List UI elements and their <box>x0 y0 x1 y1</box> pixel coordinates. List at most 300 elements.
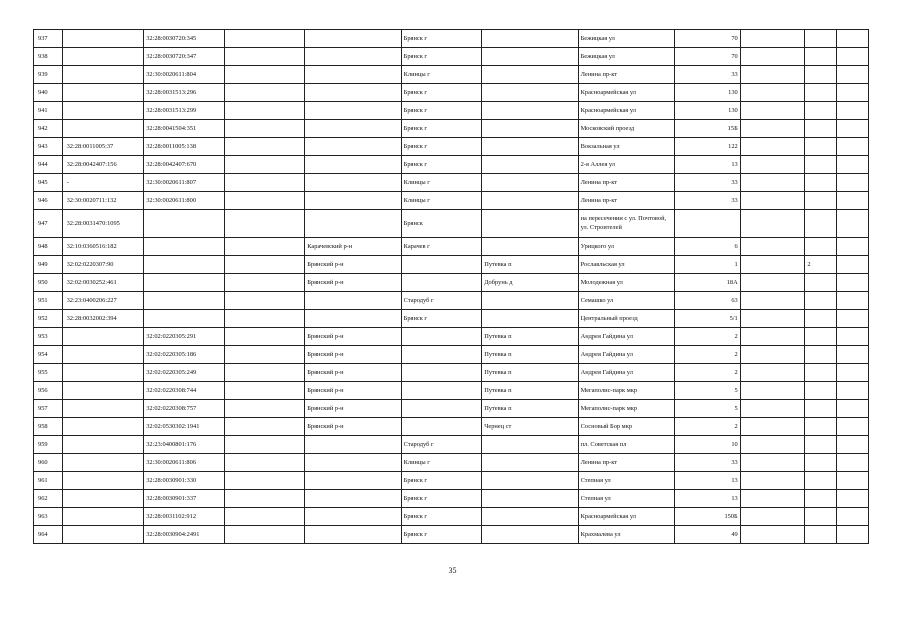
row-number-cell: 964 <box>34 526 63 544</box>
table-cell <box>401 364 482 382</box>
table-row <box>34 30 869 48</box>
table-cell <box>740 192 805 210</box>
table-cell <box>482 192 578 210</box>
table-cell <box>401 400 482 418</box>
table-cell <box>805 400 837 418</box>
table-cell: Брянск г <box>401 508 482 526</box>
table-row <box>34 48 869 66</box>
table-cell: 33 <box>675 66 741 84</box>
table-cell <box>401 346 482 364</box>
table-cell <box>305 508 401 526</box>
table-cell <box>740 310 805 328</box>
table-cell: 2-я Аллея ул <box>578 156 674 174</box>
table-cell <box>740 454 805 472</box>
table-cell <box>224 156 305 174</box>
table-row <box>34 174 869 192</box>
table-cell <box>805 454 837 472</box>
row-number-cell: 962 <box>34 490 63 508</box>
table-row <box>34 292 869 310</box>
table-cell <box>224 274 305 292</box>
table-cell: Клинцы г <box>401 192 482 210</box>
table-cell: 32:28:0031513:299 <box>144 102 225 120</box>
table-cell: 32:02:0220305:249 <box>144 364 225 382</box>
table-cell: Карачевский р-н <box>305 238 401 256</box>
table-cell: 130 <box>675 102 741 120</box>
table-cell <box>62 508 144 526</box>
table-cell <box>305 48 401 66</box>
table-cell <box>401 418 482 436</box>
table-cell: Бежицкая ул <box>578 30 674 48</box>
table-cell: 32:28:0042407:156 <box>62 156 144 174</box>
table-cell: 2 <box>805 256 837 274</box>
table-cell <box>740 138 805 156</box>
table-cell: Клинцы г <box>401 174 482 192</box>
table-cell: 32:28:0011005:37 <box>62 138 144 156</box>
table-cell <box>224 310 305 328</box>
table-cell <box>62 48 144 66</box>
table-cell: Московский проезд <box>578 120 674 138</box>
table-row <box>34 310 869 328</box>
table-cell <box>305 66 401 84</box>
table-cell <box>224 256 305 274</box>
table-cell: Сосновый Бор мкр <box>578 418 674 436</box>
row-number-cell: 943 <box>34 138 63 156</box>
table-cell: Степная ул <box>578 490 674 508</box>
table-row <box>34 256 869 274</box>
table-cell: 2 <box>675 346 741 364</box>
table-cell <box>837 30 869 48</box>
table-row <box>34 238 869 256</box>
table-cell <box>305 490 401 508</box>
table-cell <box>224 84 305 102</box>
table-cell: Брянский р-н <box>305 382 401 400</box>
table-cell <box>805 418 837 436</box>
table-cell: Путевка п <box>482 400 578 418</box>
table-cell <box>305 210 401 238</box>
table-cell <box>305 526 401 544</box>
table-cell <box>224 382 305 400</box>
table-cell <box>837 454 869 472</box>
table-cell <box>482 138 578 156</box>
table-cell <box>805 120 837 138</box>
table-cell: Брянск <box>401 210 482 238</box>
table-cell: Брянск г <box>401 472 482 490</box>
table-cell: Андрея Гайдина ул <box>578 346 674 364</box>
table-cell <box>740 292 805 310</box>
table-cell <box>805 84 837 102</box>
table-cell <box>740 30 805 48</box>
table-cell <box>837 274 869 292</box>
table-cell: 32:02:0220307:90 <box>62 256 144 274</box>
table-row <box>34 508 869 526</box>
table-cell <box>224 436 305 454</box>
table-cell <box>62 120 144 138</box>
table-cell: Брянский р-н <box>305 400 401 418</box>
table-cell <box>62 84 144 102</box>
table-cell: 13 <box>675 472 741 490</box>
table-cell: Семашко ул <box>578 292 674 310</box>
table-cell: Вокзальная ул <box>578 138 674 156</box>
table-row <box>34 210 869 238</box>
table-cell: 32:30:0020611:806 <box>144 454 225 472</box>
table-row <box>34 138 869 156</box>
table-cell: 32:10:0360516:182 <box>62 238 144 256</box>
table-cell: 5/1 <box>675 310 741 328</box>
table-cell <box>62 30 144 48</box>
row-number-cell: 953 <box>34 328 63 346</box>
table-cell <box>740 472 805 490</box>
row-number-cell: 956 <box>34 382 63 400</box>
table-cell: 33 <box>675 192 741 210</box>
table-cell <box>740 328 805 346</box>
table-cell <box>482 508 578 526</box>
table-cell: 32:28:0011005:138 <box>144 138 225 156</box>
row-number-cell: 946 <box>34 192 63 210</box>
table-cell <box>805 30 837 48</box>
table-cell <box>305 174 401 192</box>
table-cell: Клинцы г <box>401 66 482 84</box>
table-cell: Путевка п <box>482 256 578 274</box>
table-cell: Красноармейская ул <box>578 102 674 120</box>
table-cell <box>740 346 805 364</box>
table-cell <box>482 436 578 454</box>
table-cell: Ленина пр-кт <box>578 174 674 192</box>
table-cell <box>740 156 805 174</box>
table-cell: 32:28:0030904:2491 <box>144 526 225 544</box>
table-cell: 6 <box>675 238 741 256</box>
table-row <box>34 274 869 292</box>
table-cell <box>837 292 869 310</box>
table-cell <box>837 256 869 274</box>
table-cell <box>740 490 805 508</box>
table-cell <box>144 238 225 256</box>
table-cell: Брянский р-н <box>305 364 401 382</box>
table-cell: 49 <box>675 526 741 544</box>
table-cell <box>224 238 305 256</box>
table-cell: Брянск г <box>401 156 482 174</box>
table-cell: 32:28:0030901:337 <box>144 490 225 508</box>
table-cell <box>62 382 144 400</box>
table-cell: 33 <box>675 454 741 472</box>
table-cell <box>401 328 482 346</box>
table-cell <box>62 490 144 508</box>
table-cell: 32:30:0020611:804 <box>144 66 225 84</box>
table-cell <box>805 102 837 120</box>
table-cell: 32:02:0030252:461 <box>62 274 144 292</box>
table-cell <box>305 436 401 454</box>
table-cell <box>837 490 869 508</box>
table-cell <box>805 48 837 66</box>
table-cell: Ленина пр-кт <box>578 454 674 472</box>
table-cell <box>62 418 144 436</box>
table-cell: 32:28:0030901:330 <box>144 472 225 490</box>
row-number-cell: 949 <box>34 256 63 274</box>
table-cell <box>482 102 578 120</box>
table-cell: 70 <box>675 48 741 66</box>
table-cell: Ленина пр-кт <box>578 66 674 84</box>
row-number-cell: 944 <box>34 156 63 174</box>
table-row <box>34 454 869 472</box>
table-cell: Бежицкая ул <box>578 48 674 66</box>
table-cell: Степная ул <box>578 472 674 490</box>
table-cell <box>62 66 144 84</box>
table-cell <box>224 138 305 156</box>
table-cell <box>837 400 869 418</box>
table-cell <box>62 526 144 544</box>
table-cell <box>224 328 305 346</box>
table-cell: 13 <box>675 156 741 174</box>
table-cell <box>805 238 837 256</box>
table-cell <box>482 48 578 66</box>
row-number-cell: 960 <box>34 454 63 472</box>
table-cell: 32:23:0400206:227 <box>62 292 144 310</box>
table-cell: 32:02:0220308:757 <box>144 400 225 418</box>
table-cell <box>305 454 401 472</box>
table-cell: Брянск г <box>401 120 482 138</box>
table-cell <box>837 238 869 256</box>
table-cell <box>805 382 837 400</box>
row-number-cell: 948 <box>34 238 63 256</box>
table-cell <box>224 526 305 544</box>
table-cell <box>837 508 869 526</box>
table-cell <box>837 418 869 436</box>
table-cell: - <box>62 174 144 192</box>
table-cell <box>482 238 578 256</box>
table-cell <box>805 508 837 526</box>
table-cell <box>224 490 305 508</box>
table-cell <box>805 274 837 292</box>
table-cell <box>482 66 578 84</box>
row-number-cell: 952 <box>34 310 63 328</box>
table-cell: Путевка п <box>482 328 578 346</box>
table-cell <box>805 310 837 328</box>
table-row <box>34 526 869 544</box>
table-cell <box>482 310 578 328</box>
document-sheet <box>33 29 869 544</box>
table-row <box>34 120 869 138</box>
table-cell <box>740 84 805 102</box>
table-cell <box>305 292 401 310</box>
table-cell <box>305 310 401 328</box>
table-cell <box>305 472 401 490</box>
table-cell <box>305 84 401 102</box>
table-cell <box>837 526 869 544</box>
registry-table <box>33 29 869 544</box>
table-cell <box>224 102 305 120</box>
row-number-cell: 963 <box>34 508 63 526</box>
table-cell: Чернец ст <box>482 418 578 436</box>
table-row <box>34 156 869 174</box>
table-cell <box>805 210 837 238</box>
row-number-cell: 959 <box>34 436 63 454</box>
table-cell: 122 <box>675 138 741 156</box>
table-cell: Крахмалева ул <box>578 526 674 544</box>
table-cell: 10 <box>675 436 741 454</box>
table-cell: Мегаполис-парк мкр <box>578 382 674 400</box>
table-cell <box>401 274 482 292</box>
table-cell <box>305 30 401 48</box>
table-cell <box>805 174 837 192</box>
table-cell <box>224 292 305 310</box>
table-cell <box>224 418 305 436</box>
table-row <box>34 436 869 454</box>
table-cell: Путевка п <box>482 382 578 400</box>
table-cell <box>805 364 837 382</box>
row-number-cell: 941 <box>34 102 63 120</box>
table-cell <box>837 472 869 490</box>
table-cell <box>62 364 144 382</box>
table-cell <box>224 48 305 66</box>
table-cell: 32:28:0031102:912 <box>144 508 225 526</box>
table-cell <box>740 400 805 418</box>
row-number-cell: 955 <box>34 364 63 382</box>
table-cell: Путевка п <box>482 364 578 382</box>
table-cell <box>805 328 837 346</box>
table-cell <box>837 382 869 400</box>
table-cell <box>224 400 305 418</box>
table-cell <box>740 174 805 192</box>
table-cell <box>305 156 401 174</box>
table-cell <box>144 292 225 310</box>
table-cell <box>224 364 305 382</box>
table-cell: Урицкого ул <box>578 238 674 256</box>
table-cell: 63 <box>675 292 741 310</box>
table-cell <box>482 84 578 102</box>
table-cell: 32:28:0042407:670 <box>144 156 225 174</box>
table-cell: Стародуб г <box>401 292 482 310</box>
table-cell <box>224 472 305 490</box>
table-cell: 32:28:0032002:394 <box>62 310 144 328</box>
table-cell: Андрея Гайдина ул <box>578 328 674 346</box>
table-cell <box>144 274 225 292</box>
table-row <box>34 102 869 120</box>
table-cell: 32:30:0020711:132 <box>62 192 144 210</box>
table-row <box>34 84 869 102</box>
table-cell <box>224 66 305 84</box>
table-cell: 32:30:0020611:807 <box>144 174 225 192</box>
table-cell: 32:23:0400801:176 <box>144 436 225 454</box>
table-row <box>34 490 869 508</box>
table-cell <box>740 508 805 526</box>
row-number-cell: 950 <box>34 274 63 292</box>
table-row <box>34 346 869 364</box>
table-cell: Красноармейская ул <box>578 508 674 526</box>
table-cell <box>482 156 578 174</box>
row-number-cell: 942 <box>34 120 63 138</box>
table-cell: Центральный проезд <box>578 310 674 328</box>
table-cell <box>837 138 869 156</box>
row-number-cell: 951 <box>34 292 63 310</box>
table-row <box>34 328 869 346</box>
table-row <box>34 418 869 436</box>
table-cell <box>224 30 305 48</box>
table-cell <box>805 490 837 508</box>
table-cell <box>805 138 837 156</box>
table-cell <box>805 156 837 174</box>
table-row <box>34 472 869 490</box>
table-row <box>34 364 869 382</box>
table-cell <box>837 66 869 84</box>
table-cell <box>740 364 805 382</box>
table-cell <box>482 210 578 238</box>
table-cell <box>740 48 805 66</box>
row-number-cell: 947 <box>34 210 63 238</box>
table-cell: Добрунь д <box>482 274 578 292</box>
table-cell: 32:28:0030720:347 <box>144 48 225 66</box>
table-cell: 2 <box>675 364 741 382</box>
table-cell <box>482 490 578 508</box>
table-cell <box>305 138 401 156</box>
table-cell: на пересечении с ул. Почтовой, ул. Строителей <box>578 210 674 238</box>
table-cell: Брянск г <box>401 30 482 48</box>
table-cell <box>224 174 305 192</box>
table-cell <box>805 192 837 210</box>
table-cell: Брянск г <box>401 102 482 120</box>
table-cell <box>62 102 144 120</box>
table-row <box>34 382 869 400</box>
table-cell: Мегаполис-парк мкр <box>578 400 674 418</box>
table-cell: Брянск г <box>401 138 482 156</box>
row-number-cell: 940 <box>34 84 63 102</box>
table-cell <box>144 310 225 328</box>
table-cell: Брянск г <box>401 526 482 544</box>
table-cell <box>144 256 225 274</box>
table-cell: 18А <box>675 274 741 292</box>
table-row <box>34 400 869 418</box>
table-cell <box>837 210 869 238</box>
table-cell <box>305 102 401 120</box>
table-cell: 130 <box>675 84 741 102</box>
table-cell: Клинцы г <box>401 454 482 472</box>
table-cell: Ленина пр-кт <box>578 192 674 210</box>
table-cell <box>740 274 805 292</box>
row-number-cell: 958 <box>34 418 63 436</box>
table-cell <box>482 30 578 48</box>
table-cell: Андрея Гайдина ул <box>578 364 674 382</box>
table-cell <box>805 292 837 310</box>
table-cell <box>675 210 741 238</box>
table-cell: 32:28:0030720:345 <box>144 30 225 48</box>
table-cell <box>837 156 869 174</box>
table-cell <box>740 418 805 436</box>
table-cell: 2 <box>675 418 741 436</box>
table-cell <box>740 120 805 138</box>
table-cell: Брянск г <box>401 490 482 508</box>
table-cell <box>482 472 578 490</box>
row-number-cell: 939 <box>34 66 63 84</box>
row-number-cell: 957 <box>34 400 63 418</box>
row-number-cell: 954 <box>34 346 63 364</box>
table-cell <box>837 346 869 364</box>
table-cell <box>224 508 305 526</box>
table-cell <box>805 66 837 84</box>
table-cell: 13 <box>675 490 741 508</box>
table-cell: Брянский р-н <box>305 418 401 436</box>
table-cell <box>837 310 869 328</box>
table-cell <box>837 48 869 66</box>
table-row <box>34 192 869 210</box>
table-cell <box>305 120 401 138</box>
table-cell: 32:02:0220305:186 <box>144 346 225 364</box>
table-cell <box>837 192 869 210</box>
row-number-cell: 937 <box>34 30 63 48</box>
table-cell: 2 <box>675 328 741 346</box>
table-cell: пл. Советская пл <box>578 436 674 454</box>
table-cell <box>837 84 869 102</box>
table-cell: 5 <box>675 400 741 418</box>
table-cell <box>837 328 869 346</box>
table-cell <box>740 256 805 274</box>
